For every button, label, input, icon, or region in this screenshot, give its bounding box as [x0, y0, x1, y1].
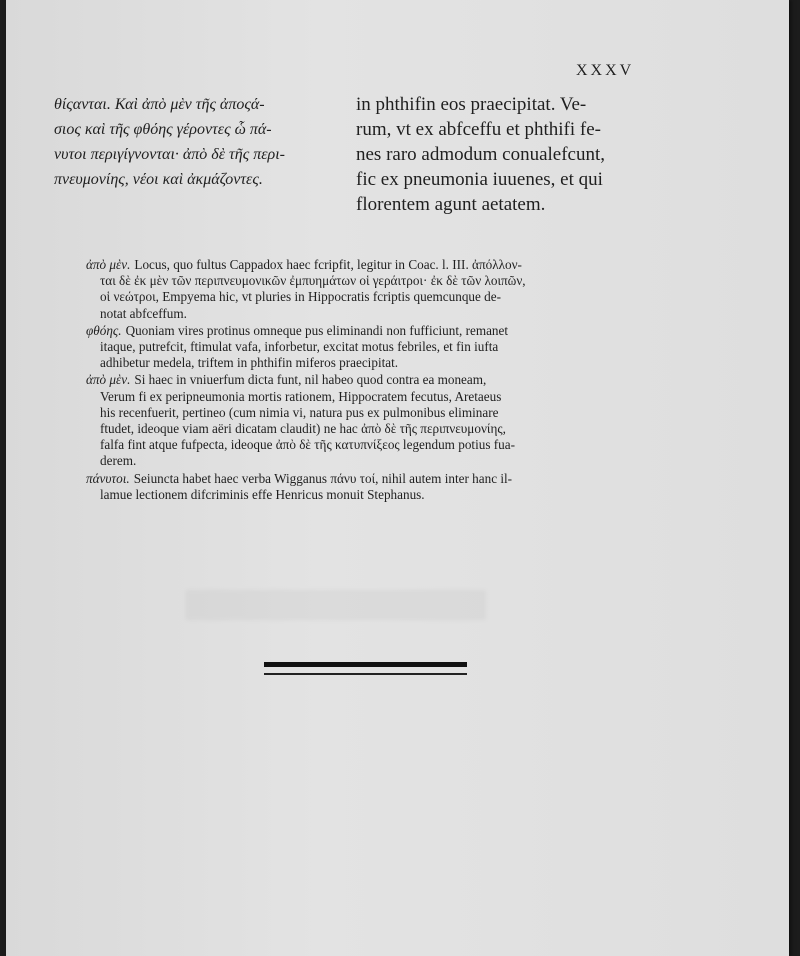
footnote [86, 323, 656, 372]
note-line: falfa fint atque fufpecta, ideoque ἀπὸ δὲ τῆς κατυπνίξεος legendum potius fua- [100, 437, 516, 453]
note-line: his recenfuerit, pertineo (cum nimia vi, natura pus ex pulmonibus eliminare [100, 404, 499, 420]
note-lemma: πάνυτοι. [86, 470, 130, 486]
note-line: adhibetur medela, triftem in phthifin miferos praecipitat. [100, 355, 399, 371]
latin-line: fic ex pneumonia iuuenes, et qui [356, 169, 603, 190]
greek-line: πνευμονίης, νέοι καὶ ἀκμάζοντες. [54, 171, 263, 188]
note-line: lamue lectionem difcriminis effe Henricus monuit Stephanus. [100, 486, 425, 502]
show-through-shadow [186, 590, 486, 620]
section-rule [264, 662, 467, 667]
note-line: derem. [100, 453, 137, 469]
latin-line: rum, vt ex abfceffu et phthifi fe- [356, 119, 601, 140]
latin-text-column [356, 92, 656, 217]
note-lemma: ἀπὸ μὲν. [86, 257, 131, 272]
greek-text-column [54, 92, 344, 192]
note-lemma: φθόης. [86, 322, 122, 338]
note-line: Locus, quo fultus Cappadox haec fcripfit, legitur in Coac. l. III. ἀπόλλον- [134, 257, 522, 272]
footnote [86, 471, 656, 503]
book-page [6, 0, 789, 956]
note-line: οἱ νεώτροι, Empyema hic, vt pluries in Hippocratis fcriptis quemcunque de- [100, 289, 501, 305]
latin-line: nes raro admodum conualefcunt, [356, 144, 606, 165]
note-line: itaque, putrefcit, ftimulat vafa, inforbetur, excitat motus febriles, et fin iufta [100, 339, 499, 355]
footnote [86, 372, 656, 469]
note-line: ftudet, ideoque viam aëri dicatam claudit) ne hac ἀπὸ δὲ τῆς περιπνευμονίης, [100, 421, 506, 437]
latin-line: florentem agunt aetatem. [356, 194, 546, 215]
footnote [86, 257, 656, 322]
greek-line: νυτοι περιγίγνονται· ἀπὸ δὲ τῆς περι- [54, 146, 285, 163]
footnotes [86, 257, 656, 504]
note-line: ται δὲ ἐκ μὲν τῶν περιπνευμονικῶν ἐμπυημάτων οἱ γεράιτροι· ἐκ δὲ τῶν λοιπῶν, [100, 273, 526, 289]
page-number: XXXV [576, 62, 635, 79]
note-line: notat abfceffum. [100, 305, 187, 321]
note-lemma: ἀπὸ μὲν. [86, 372, 131, 388]
note-line: Seiuncta habet haec verba Wigganus πάνυ τοί, nihil autem inter hanc il- [133, 470, 513, 486]
note-line: Verum fi ex peripneumonia mortis rationem, Hippocratem fecutus, Aretaeus [100, 388, 502, 404]
greek-line: θίςανται. Καὶ ἀπὸ μὲν τῆς ἀποςά- [54, 96, 265, 113]
note-line: Quoniam vires protinus omneque pus eliminandi non fufficiunt, remanet [125, 322, 509, 338]
note-line: Si haec in vniuerfum dicta funt, nil habeo quod contra ea moneam, [134, 372, 487, 388]
greek-line: σιος καὶ τῆς φθόης γέροντες ὧ πά- [54, 121, 272, 138]
latin-line: in phthifin eos praecipitat. Ve- [356, 94, 587, 115]
section-rule-thin [264, 673, 467, 675]
